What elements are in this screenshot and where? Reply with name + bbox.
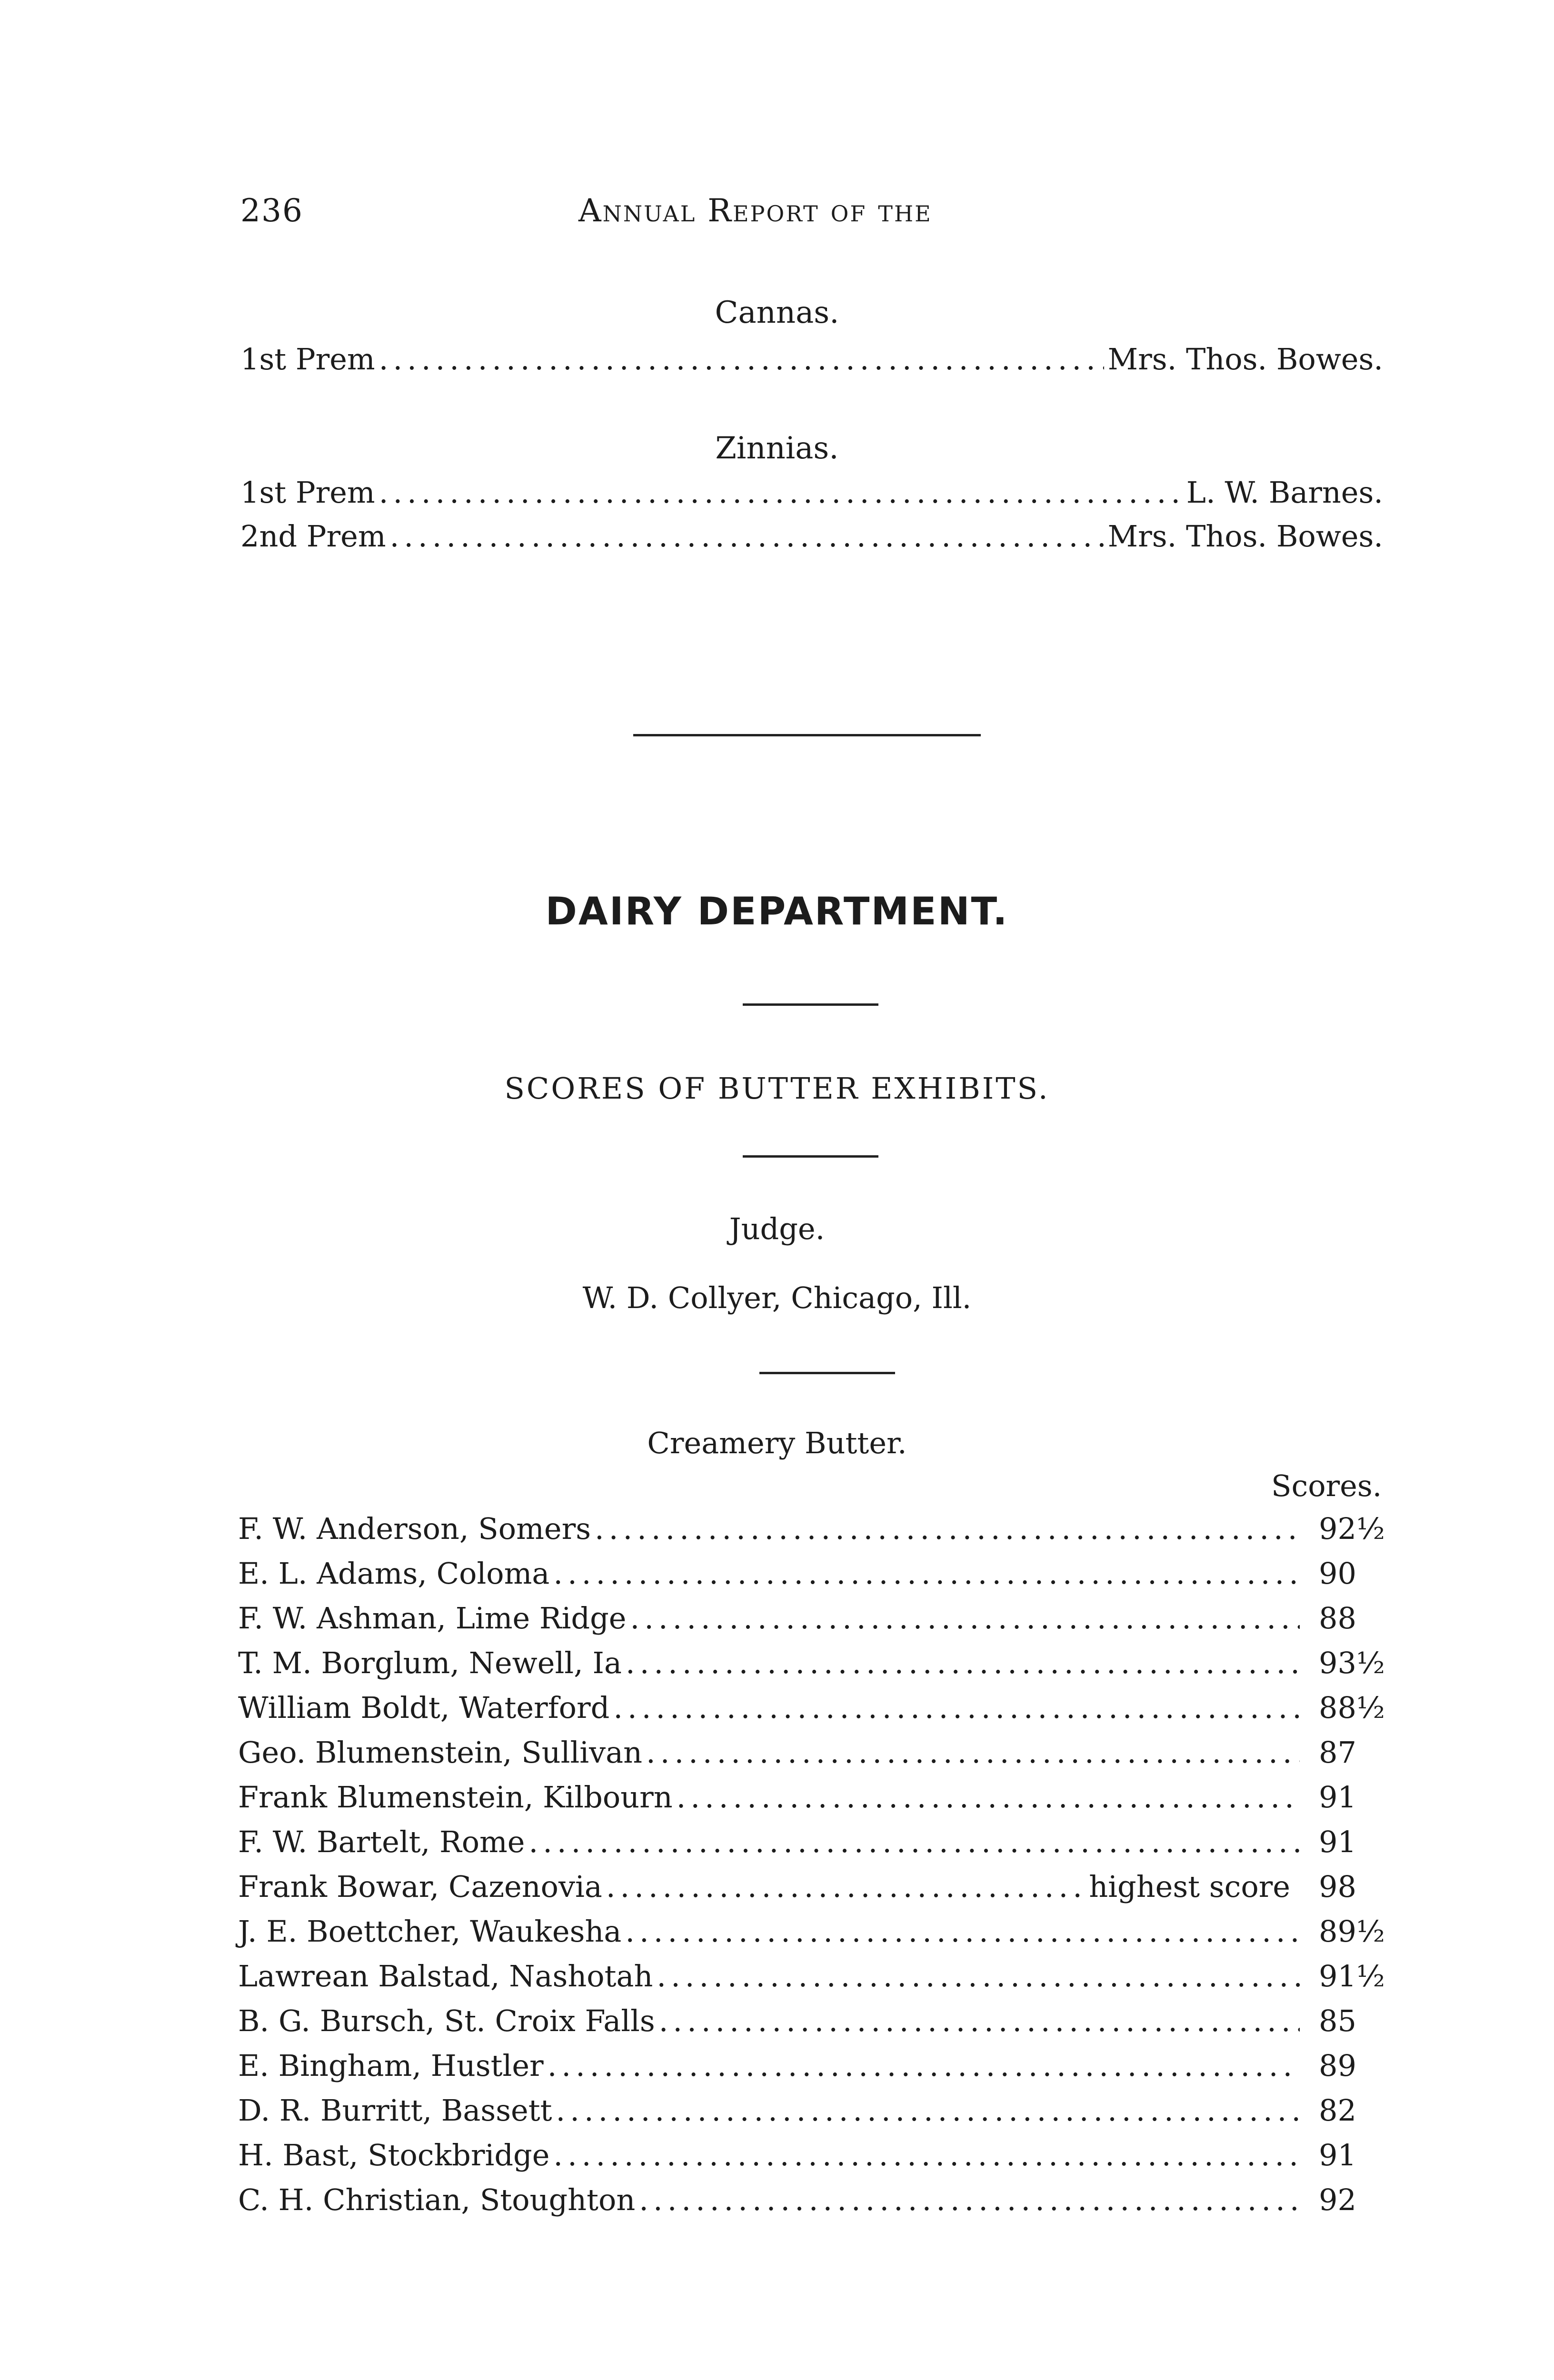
butter-score: 92½	[1319, 1511, 1385, 1546]
exhibitor-name: H. Bast, Stockbridge	[238, 2138, 550, 2172]
leader-dots	[639, 2182, 1300, 2217]
butter-score: 90	[1319, 1556, 1356, 1591]
exhibitor-name: D. R. Burritt, Bassett	[238, 2093, 552, 2128]
butter-score: 91	[1319, 1780, 1356, 1815]
page-number: 236	[240, 192, 303, 229]
exhibitor-name: Frank Blumenstein, Kilbourn	[238, 1780, 673, 1815]
leader-dots	[626, 1646, 1300, 1680]
scores-column-heading: Scores.	[1271, 1468, 1382, 1503]
premium-row	[240, 475, 1383, 513]
butter-score: 89	[1319, 2048, 1356, 2083]
cannas-heading: Cannas.	[715, 295, 839, 330]
butter-score: 88	[1319, 1601, 1356, 1636]
short-rule	[759, 1372, 895, 1374]
score-row	[238, 1735, 1381, 1778]
premium-row	[240, 342, 1383, 380]
exhibitor-name: Lawrean Balstad, Nashotah	[238, 1959, 653, 1993]
score-row	[238, 1511, 1385, 1554]
exhibitor-name: T. M. Borglum, Newell, Ia	[238, 1646, 622, 1680]
butter-score: 82	[1319, 2093, 1356, 2128]
leader-dots	[595, 1511, 1300, 1546]
premium-winner: Mrs. Thos. Bowes.	[1107, 519, 1383, 554]
exhibitor-name: E. Bingham, Hustler	[238, 2048, 544, 2083]
leader-dots	[657, 1959, 1300, 1993]
score-row	[238, 1825, 1381, 1867]
leader-dots	[548, 2048, 1300, 2083]
exhibitor-name: F. W. Bartelt, Rome	[238, 1825, 525, 1859]
premium-winner: L. W. Barnes.	[1186, 475, 1383, 510]
score-row	[238, 1869, 1381, 1912]
subtitle: SCORES OF BUTTER EXHIBITS.	[504, 1071, 1050, 1106]
exhibitor-name: E. L. Adams, Coloma	[238, 1556, 550, 1591]
leader-dots	[659, 2003, 1300, 2038]
judge-name: W. D. Collyer, Chicago, Ill.	[582, 1280, 972, 1315]
leader-dots	[606, 1869, 1079, 1904]
score-row	[238, 1556, 1381, 1599]
exhibitor-name: F. W. Ashman, Lime Ridge	[238, 1601, 627, 1636]
score-row	[238, 1690, 1385, 1733]
judge-heading: Judge.	[729, 1211, 825, 1246]
exhibitor-name: Frank Bowar, Cazenovia	[238, 1869, 602, 1904]
leader-dots	[390, 519, 1104, 554]
premium-row	[240, 519, 1383, 557]
score-row	[238, 1914, 1385, 1957]
butter-score: 98	[1319, 1869, 1356, 1904]
creamery-heading: Creamery Butter.	[647, 1426, 907, 1460]
exhibitor-name: C. H. Christian, Stoughton	[238, 2182, 636, 2217]
short-rule	[743, 1003, 878, 1006]
butter-score: 91	[1319, 1825, 1356, 1859]
leader-dots	[529, 1825, 1300, 1859]
leader-dots	[677, 1780, 1300, 1815]
butter-score: 91½	[1319, 1959, 1385, 1993]
butter-score: 93½	[1319, 1646, 1385, 1680]
leader-dots	[553, 2138, 1300, 2172]
score-note: highest score	[1089, 1869, 1290, 1904]
running-title: Annual Report of the	[578, 192, 932, 229]
butter-score: 91	[1319, 2138, 1356, 2172]
zinnias-heading: Zinnias.	[715, 431, 839, 466]
exhibitor-name: J. E. Boettcher, Waukesha	[238, 1914, 622, 1949]
leader-dots	[613, 1690, 1300, 1725]
leader-dots	[556, 2093, 1300, 2128]
score-row	[238, 1601, 1381, 1644]
score-row	[238, 1646, 1385, 1688]
butter-score: 87	[1319, 1735, 1356, 1770]
department-title: DAIRY DEPARTMENT.	[545, 889, 1009, 933]
premium-label: 1st Prem	[240, 475, 375, 510]
butter-score: 88½	[1319, 1690, 1385, 1725]
score-row	[238, 2093, 1381, 2136]
section-divider	[633, 734, 981, 736]
short-rule	[743, 1155, 878, 1158]
butter-score: 92	[1319, 2182, 1356, 2217]
score-row	[238, 2138, 1381, 2181]
leader-dots	[630, 1601, 1300, 1636]
premium-label: 2nd Prem	[240, 519, 386, 554]
score-row	[238, 1959, 1385, 2002]
butter-score: 89½	[1319, 1914, 1385, 1949]
leader-dots	[553, 1556, 1300, 1591]
leader-dots	[379, 342, 1104, 377]
leader-dots	[625, 1914, 1300, 1949]
exhibitor-name: Geo. Blumenstein, Sullivan	[238, 1735, 643, 1770]
score-row	[238, 1780, 1381, 1823]
exhibitor-name: B. G. Bursch, St. Croix Falls	[238, 2003, 655, 2038]
score-row	[238, 2048, 1381, 2091]
premium-label: 1st Prem	[240, 342, 375, 377]
premium-winner: Mrs. Thos. Bowes.	[1107, 342, 1383, 377]
exhibitor-name: William Boldt, Waterford	[238, 1690, 610, 1725]
exhibitor-name: F. W. Anderson, Somers	[238, 1511, 591, 1546]
butter-score: 85	[1319, 2003, 1356, 2038]
leader-dots	[646, 1735, 1300, 1770]
leader-dots	[379, 475, 1183, 510]
score-row	[238, 2182, 1381, 2225]
score-row	[238, 2003, 1381, 2046]
